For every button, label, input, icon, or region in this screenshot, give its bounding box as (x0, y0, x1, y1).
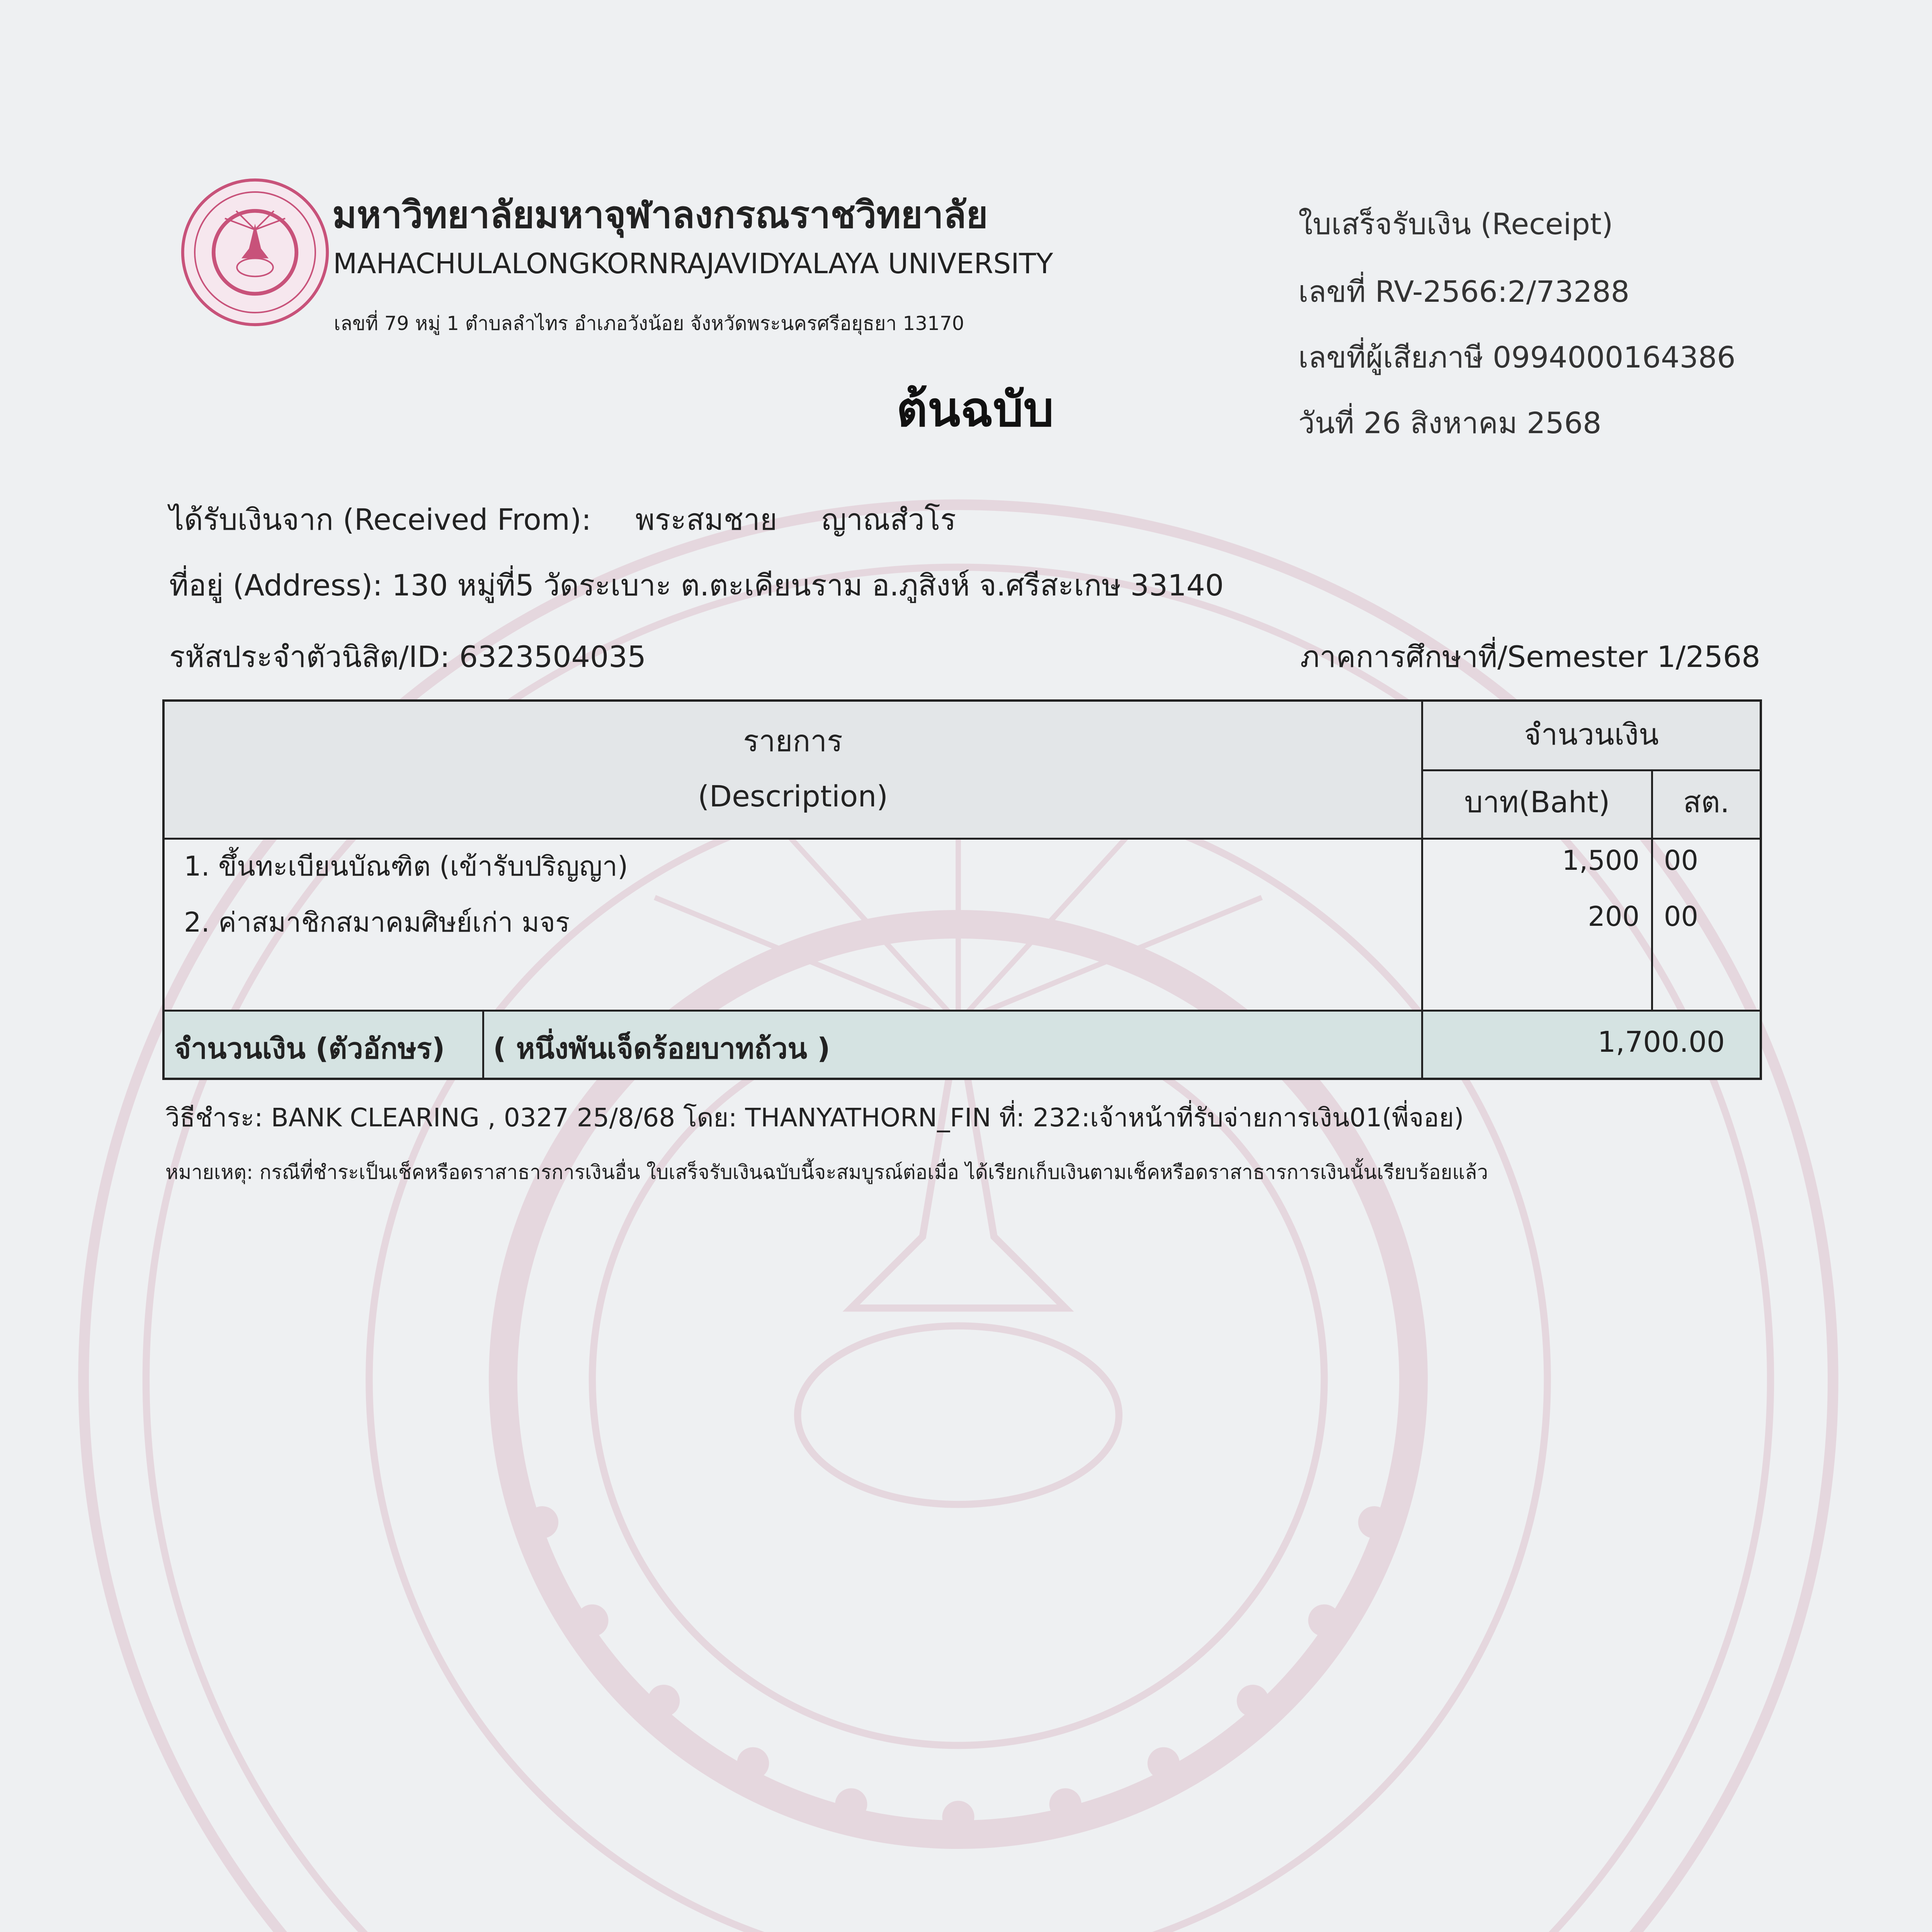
semester-label: ภาคการศึกษาที่/Semester (1300, 639, 1648, 674)
university-name-english: MAHACHULALONGKORNRAJAVIDYALAYA UNIVERSITY (333, 247, 1053, 280)
line-item: 2. ค่าสมาชิกสมาคมศิษย์เก่า มจร (184, 906, 570, 938)
description-header-english: (Description) (697, 779, 888, 813)
student-id-value: 6323504035 (459, 639, 646, 674)
remark-note: หมายเหตุ: กรณีที่ชำระเป็นเช็คหรือดราสาธารการเงินอื่น ใบเสร็จรับเงินฉบับนี้จะสมบูรณ์ต่อเมื่อ ได้เรียกเก็บเงินตามเช็คหรือดราสาธารการเงินนั้นเรียบร้อยแล้ว (165, 1161, 1488, 1184)
col-divider-amount (1421, 702, 1423, 1078)
baht-header: บาท(Baht) (1464, 785, 1610, 819)
amount-header: จำนวนเงิน (1524, 717, 1659, 752)
student-id-row (169, 634, 646, 680)
receipt-title: ใบเสร็จรับเงิน (Receipt) (1298, 207, 1613, 241)
header-sub-divider (1421, 769, 1760, 771)
line-item-baht: 200 (1588, 901, 1639, 932)
tax-id: เลขที่ผู้เสียภาษี 0994000164386 (1298, 340, 1736, 374)
received-from-label: ได้รับเงินจาก (Received From): (169, 502, 592, 537)
university-logo-seal (180, 177, 330, 328)
header-bottom-line (165, 838, 1760, 840)
student-id-label: รหัสประจำตัวนิสิต/ID: (169, 639, 450, 674)
payment-method: วิธีชำระ: BANK CLEARING , 0327 25/8/68 โดย: THANYATHORN_FIN ที่: 232:เจ้าหน้าที่รับจ่ายการเงิน01(พี่จอย) (165, 1103, 1464, 1133)
payer-first-name: พระสมชาย (635, 502, 777, 537)
university-name-thai: มหาวิทยาลัยมหาจุฬาลงกรณราชวิทยาลัย (332, 193, 988, 236)
line-item-satang: 00 (1664, 901, 1699, 932)
semester-value: 1/2568 (1657, 639, 1760, 674)
description-header-thai: รายการ (743, 724, 843, 758)
receipt-date: วันที่ 26 สิงหาคม 2568 (1298, 406, 1602, 440)
total-words-label: จำนวนเงิน (ตัวอักษร) (174, 1032, 445, 1065)
address-row (169, 562, 1224, 609)
university-address: เลขที่ 79 หมู่ 1 ตำบลลำไทร อำเภอวังน้อย จังหวัดพระนครศรีอยุธยา 13170 (334, 312, 964, 335)
total-top-line (165, 1010, 1760, 1012)
satang-header: สต. (1683, 785, 1730, 819)
address-label: ที่อยู่ (Address): (169, 568, 383, 602)
receipt-number: เลขที่ RV-2566:2/73288 (1298, 274, 1630, 309)
total-amount: 1,700.00 (1597, 1026, 1725, 1059)
line-item-baht: 1,500 (1562, 845, 1639, 876)
semester-row (1300, 634, 1760, 680)
original-copy-label: ต้นฉบับ (896, 382, 1054, 437)
line-item-satang: 00 (1664, 845, 1699, 876)
receipt-table (162, 699, 1762, 1080)
received-from-row (169, 497, 956, 543)
payer-last-name: ญาณสํวโร (821, 502, 956, 537)
col-divider-words (482, 1011, 484, 1078)
line-item: 1. ขึ้นทะเบียนบัณฑิต (เข้ารับปริญญา) (184, 850, 628, 882)
total-words: ( หนึ่งพันเจ็ดร้อยบาทถ้วน ) (493, 1032, 830, 1065)
address-value: 130 หมู่ที่5 วัดระเบาะ ต.ตะเคียนราม อ.ภูสิงห์ จ.ศรีสะเกษ 33140 (392, 568, 1224, 602)
